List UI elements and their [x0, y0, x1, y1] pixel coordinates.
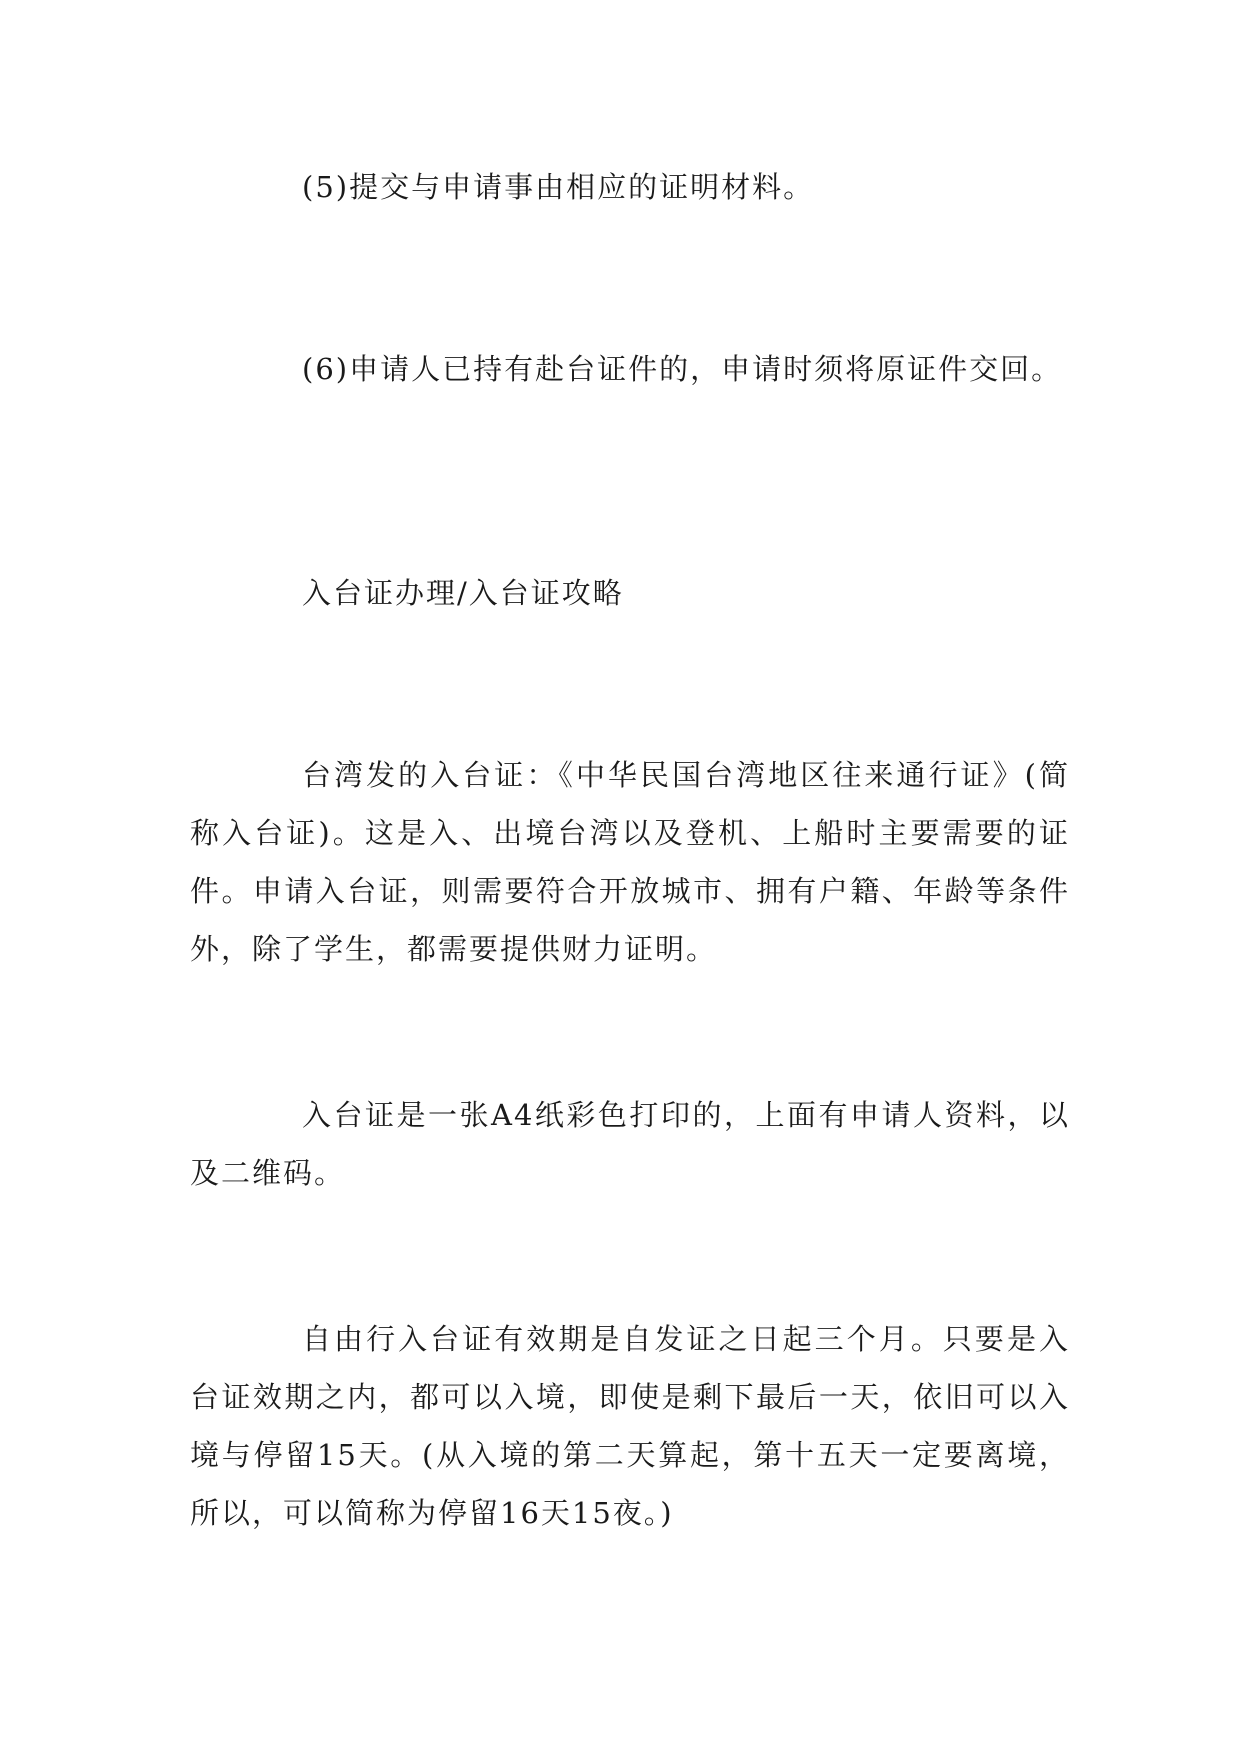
paragraph-entry-permit-intro: 台湾发的入台证：《中华民国台湾地区往来通行证》(简称入台证)。这是入、出境台湾以及登机、上船时主要需要的证件。申请入台证，则需要符合开放城市、拥有户籍、年龄等条件外，除了学生，都需要提供财力证明。 [190, 758, 1070, 966]
paragraph-item-6: (6)申请人已持有赴台证件的，申请时须将原证件交回。 [302, 352, 1063, 386]
paragraph-item-5: (5)提交与申请事由相应的证明材料。 [302, 170, 815, 204]
paragraph-entry-permit-validity: 自由行入台证有效期是自发证之日起三个月。只要是入台证效期之内，都可以入境，即使是剩下最后一天，依旧可以入境与停留15天。(从入境的第二天算起，第十五天一定要离境，所以，可以简称为停留16天15夜。) [190, 1322, 1070, 1530]
section-heading: 入台证办理/入台证攻略 [302, 576, 624, 610]
paragraph-entry-permit-format: 入台证是一张A4纸彩色打印的，上面有申请人资料，以及二维码。 [190, 1098, 1070, 1190]
